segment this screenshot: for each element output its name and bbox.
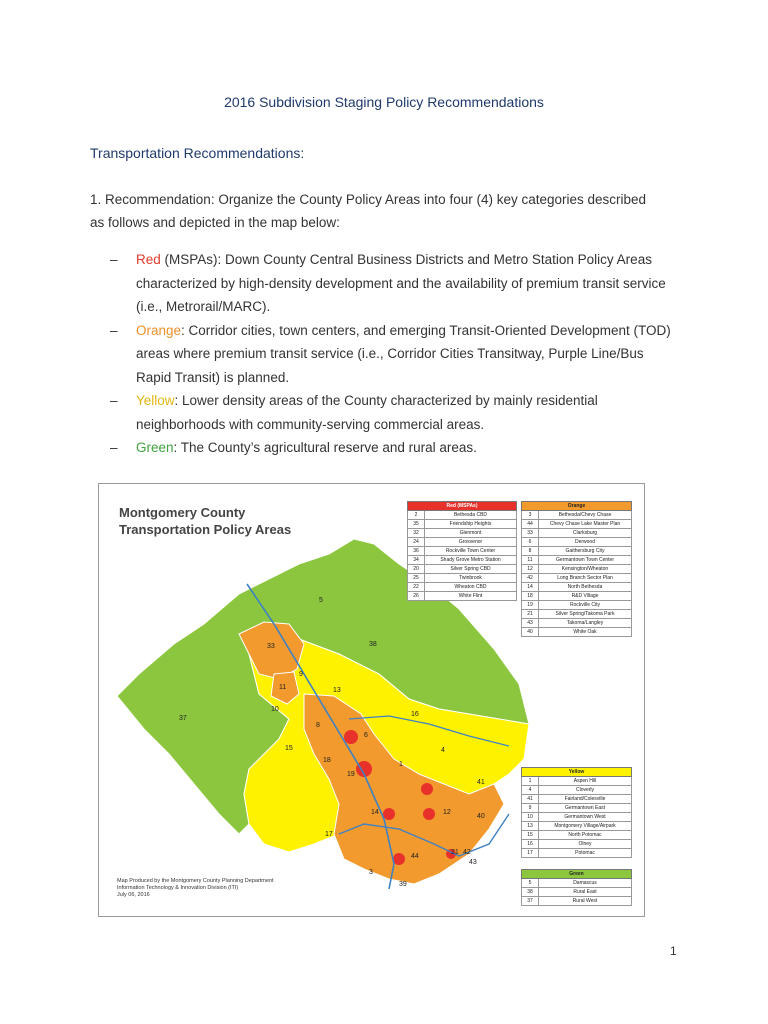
section-heading: Transportation Recommendations: xyxy=(90,145,305,161)
bullet-red: – Red (MSPAs): Down County Central Business Districts and Metro Station Policy Areas characterized by high-density development and the availability of premium transit service (i.e., Metrorail/MARC). xyxy=(110,252,666,314)
legend-area-name: Cloverly xyxy=(539,786,632,795)
svg-text:9: 9 xyxy=(299,671,303,678)
legend-area-number: 44 xyxy=(522,520,539,529)
legend-row xyxy=(522,592,632,601)
legend-area-name: Germantown West xyxy=(539,813,632,822)
legend-area-name: Aspen Hill xyxy=(539,777,632,786)
legend-area-name: Clarksburg xyxy=(539,529,632,538)
red-area-bethesda xyxy=(393,853,405,865)
legend-area-name: Montgomery Village/Airpark xyxy=(539,822,632,831)
legend-area-name: Friendship Heights xyxy=(425,520,517,529)
legend-area-name: Germantown East xyxy=(539,804,632,813)
legend-area-name: Rockville Town Center xyxy=(425,547,517,556)
legend-row xyxy=(408,547,517,556)
legend-area-number: 3 xyxy=(522,511,539,520)
legend-area-number: 21 xyxy=(522,610,539,619)
red-area-glenmont xyxy=(421,783,433,795)
legend-area-number: 40 xyxy=(522,628,539,637)
legend-row xyxy=(522,520,632,529)
page-number: 1 xyxy=(670,944,677,958)
legend-area-number: 35 xyxy=(408,520,425,529)
legend-row xyxy=(522,574,632,583)
svg-text:5: 5 xyxy=(319,597,323,604)
legend-area-name: White Oak xyxy=(539,628,632,637)
legend-area-name: Grosvenor xyxy=(425,538,517,547)
legend-area-number: 1 xyxy=(522,777,539,786)
legend-area-number: 37 xyxy=(522,897,539,906)
recommendation-intro: 1. Recommendation: Organize the County Policy Areas into four (4) key categories described as follows and depicted in the map below: xyxy=(90,192,647,230)
legend-area-name: Rural East xyxy=(539,888,632,897)
legend-row xyxy=(522,786,632,795)
legend-area-number: 12 xyxy=(522,565,539,574)
legend-area-name: Takoma/Langley xyxy=(539,619,632,628)
svg-text:42: 42 xyxy=(463,849,471,856)
legend-area-number: 36 xyxy=(408,547,425,556)
legend-row xyxy=(522,804,632,813)
legend-area-name: Rural West xyxy=(539,897,632,906)
svg-text:44: 44 xyxy=(411,853,419,860)
svg-text:12: 12 xyxy=(443,809,451,816)
svg-text:16: 16 xyxy=(411,711,419,718)
legend-row xyxy=(522,897,632,906)
legend-area-name: Shady Grove Metro Station xyxy=(425,556,517,565)
svg-text:6: 6 xyxy=(364,732,368,739)
legend-area-number: 15 xyxy=(522,831,539,840)
legend-row xyxy=(522,601,632,610)
legend-area-number: 43 xyxy=(522,619,539,628)
legend-area-number: 8 xyxy=(522,547,539,556)
term-red: Red xyxy=(136,252,161,267)
page-title: 2016 Subdivision Staging Policy Recommendations xyxy=(224,94,544,110)
legend-area-name: R&D Village xyxy=(539,592,632,601)
legend-area-number: 11 xyxy=(522,556,539,565)
legend-area-name: Wheaton CBD xyxy=(425,583,517,592)
legend-row xyxy=(522,840,632,849)
legend-area-name: Silver Spring CBD xyxy=(425,565,517,574)
legend-row xyxy=(522,583,632,592)
legend-area-number: 24 xyxy=(408,538,425,547)
legend-row xyxy=(522,538,632,547)
legend-area-number: 19 xyxy=(522,601,539,610)
legend-area-number: 16 xyxy=(522,840,539,849)
svg-text:40: 40 xyxy=(477,813,485,820)
policy-area-map xyxy=(98,483,645,917)
legend-row xyxy=(408,520,517,529)
svg-text:10: 10 xyxy=(271,706,279,713)
legend-area-name: Kensington/Wheaton xyxy=(539,565,632,574)
legend-area-number: 5 xyxy=(522,879,539,888)
legend-row xyxy=(408,556,517,565)
legend-row xyxy=(522,822,632,831)
legend-area-number: 13 xyxy=(522,822,539,831)
legend-area-name: Twinbrook xyxy=(425,574,517,583)
term-yellow: Yellow xyxy=(136,393,175,408)
svg-text:38: 38 xyxy=(369,641,377,648)
svg-text:41: 41 xyxy=(477,779,485,786)
legend-row xyxy=(408,565,517,574)
legend-area-number: 26 xyxy=(408,592,425,601)
legend-row xyxy=(522,628,632,637)
legend-row xyxy=(522,777,632,786)
legend-area-number: 10 xyxy=(522,813,539,822)
legend-row xyxy=(408,583,517,592)
bullet-orange: – Orange: Corridor cities, town centers, and emerging Transit-Oriented Development (TOD) areas where premium transit service (i.e., Corridor Cities Transitway, Purple Line/Bus Rapid Transit) is planned. xyxy=(110,322,671,385)
legend-row xyxy=(522,888,632,897)
legend-area-number: 32 xyxy=(408,529,425,538)
legend-row xyxy=(408,574,517,583)
legend-row xyxy=(522,565,632,574)
legend-area-name: Bethesda CBD xyxy=(425,511,517,520)
svg-text:15: 15 xyxy=(285,745,293,752)
legend-row xyxy=(408,538,517,547)
legend-yellow: Yellow 1 Aspen Hill 4 Cloverly 41 Fairland/Colesville 9 Germantown East 10 Germantown West 13 Montgomery Village/Airpark 15 North Potomac 16 Olney 17 Potomac xyxy=(521,767,632,858)
legend-area-name: Silver Spring/Takoma Park xyxy=(539,610,632,619)
legend-area-number: 14 xyxy=(522,583,539,592)
red-area-wheaton xyxy=(423,808,435,820)
svg-text:1: 1 xyxy=(399,761,403,768)
legend-area-number: 4 xyxy=(522,786,539,795)
legend-area-name: Olney xyxy=(539,840,632,849)
category-list xyxy=(110,248,680,460)
legend-area-name: Fairland/Colesville xyxy=(539,795,632,804)
legend-row xyxy=(408,592,517,601)
legend-area-number: 33 xyxy=(522,529,539,538)
legend-row xyxy=(408,511,517,520)
legend-row xyxy=(522,610,632,619)
legend-area-number: 18 xyxy=(522,592,539,601)
svg-text:4: 4 xyxy=(441,747,445,754)
legend-area-number: 34 xyxy=(408,556,425,565)
legend-area-name: Bethesda/Chevy Chase xyxy=(539,511,632,520)
term-orange: Orange xyxy=(136,322,182,338)
legend-row xyxy=(522,556,632,565)
legend-area-number: 22 xyxy=(408,583,425,592)
legend-row xyxy=(522,547,632,556)
term-green: Green xyxy=(136,440,174,455)
svg-text:17: 17 xyxy=(325,831,333,838)
red-area-shady-grove xyxy=(344,730,358,744)
map-credit: Map Produced by the Montgomery County Planning Department Information Technology & Innovation Division (ITI) July 06, 2016 xyxy=(117,878,274,898)
legend-area-number: 38 xyxy=(522,888,539,897)
legend-row xyxy=(522,813,632,822)
legend-row xyxy=(522,849,632,858)
red-area-white-flint xyxy=(383,808,395,820)
legend-area-name: Gaithersburg City xyxy=(539,547,632,556)
legend-area-number: 6 xyxy=(522,538,539,547)
legend-red: Red (MSPAs) 2 Bethesda CBD 35 Friendship Heights 32 Glenmont 24 Grosvenor 36 Rockville Town Center 34 Shady Grove Metro Station 20 Silver Spring CBD 25 Twinbrook 22 Wheaton CBD 26 White Flint xyxy=(407,501,517,601)
legend-row xyxy=(408,529,517,538)
legend-row xyxy=(522,795,632,804)
svg-text:39: 39 xyxy=(399,881,407,888)
svg-text:18: 18 xyxy=(323,757,331,764)
svg-text:14: 14 xyxy=(371,809,379,816)
legend-row xyxy=(522,879,632,888)
legend-row xyxy=(522,511,632,520)
svg-text:21: 21 xyxy=(451,849,459,856)
legend-area-number: 2 xyxy=(408,511,425,520)
legend-area-name: Potomac xyxy=(539,849,632,858)
legend-area-name: Damascus xyxy=(539,879,632,888)
svg-text:19: 19 xyxy=(347,771,355,778)
legend-area-name: Derwood xyxy=(539,538,632,547)
svg-text:43: 43 xyxy=(469,859,477,866)
legend-area-number: 41 xyxy=(522,795,539,804)
svg-text:11: 11 xyxy=(279,684,287,691)
svg-text:3: 3 xyxy=(369,869,373,876)
legend-area-name: Rockville City xyxy=(539,601,632,610)
legend-area-number: 42 xyxy=(522,574,539,583)
map-title: Montgomery County Transportation Policy Areas xyxy=(119,505,292,537)
legend-area-number: 17 xyxy=(522,849,539,858)
legend-orange: Orange 3 Bethesda/Chevy Chase 44 Chevy Chase Lake Master Plan 33 Clarksburg 6 Derwood 8 Gaithersburg City 11 Germantown Town Center 12 Kensington/Wheaton 42 Long Branch Sector Plan 14 North Bethesda 18 R&D Village 19 Rockville City 21 Silver Spring/Takoma Park 43 Takoma/Langley 40 White Oak xyxy=(521,501,632,637)
legend-row xyxy=(522,831,632,840)
legend-area-name: White Flint xyxy=(425,592,517,601)
legend-row xyxy=(522,619,632,628)
legend-area-name: Long Branch Sector Plan xyxy=(539,574,632,583)
legend-green: Green 5 Damascus 38 Rural East 37 Rural West xyxy=(521,869,632,906)
legend-area-name: North Potomac xyxy=(539,831,632,840)
svg-text:13: 13 xyxy=(333,687,341,694)
legend-area-number: 9 xyxy=(522,804,539,813)
legend-area-name: Chevy Chase Lake Master Plan xyxy=(539,520,632,529)
bullet-green: – Green: The County’s agricultural reserve and rural areas. xyxy=(110,440,477,455)
legend-area-number: 20 xyxy=(408,565,425,574)
svg-text:33: 33 xyxy=(267,643,275,650)
legend-area-name: Glenmont xyxy=(425,529,517,538)
legend-area-name: North Bethesda xyxy=(539,583,632,592)
bullet-yellow: – Yellow: Lower density areas of the County characterized by mainly residential neighborhoods with community-serving commercial areas. xyxy=(110,393,598,432)
legend-area-number: 25 xyxy=(408,574,425,583)
svg-text:8: 8 xyxy=(316,722,320,729)
legend-area-name: Germantown Town Center xyxy=(539,556,632,565)
legend-row xyxy=(522,529,632,538)
svg-text:37: 37 xyxy=(179,715,187,722)
